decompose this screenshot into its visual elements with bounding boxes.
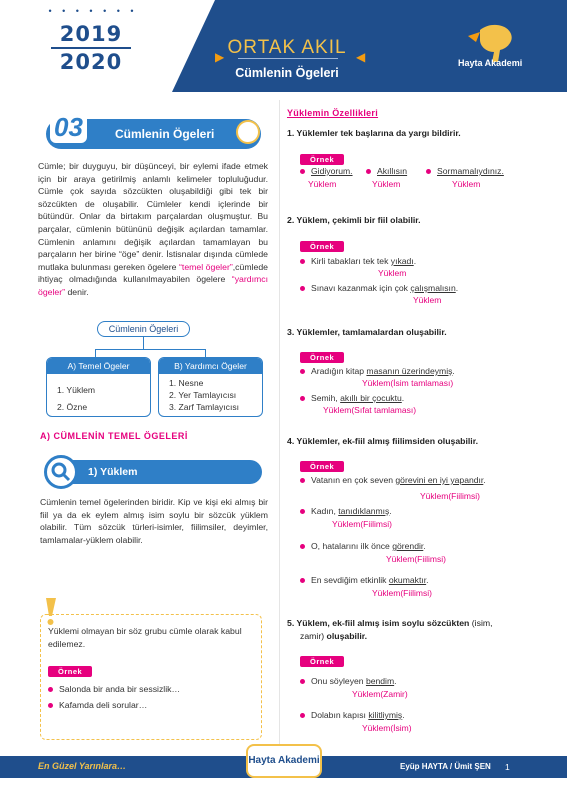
intro-highlight-temel: “temel ögeler” <box>179 261 233 272</box>
example-text: Kirli tabakları tek tek <box>311 256 391 266</box>
list-item: 3. Zarf Tamlayıcısı <box>169 402 240 412</box>
section-number: 03 <box>50 112 87 143</box>
intro-paragraph <box>38 160 268 299</box>
example-text: Kafamda deli sorular… <box>59 700 148 710</box>
yuklem-label: Yüklem <box>308 179 337 189</box>
tree-connector <box>95 349 205 350</box>
ornek-badge <box>300 456 344 474</box>
example-underlined: görevini en iyi yapandır <box>395 475 484 485</box>
example-text: Dolabın kapısı <box>311 710 369 720</box>
example-text: . <box>389 506 392 516</box>
example-4a <box>300 475 486 485</box>
rule-text: 5. Yüklem, ek-fiil almış isim soylu sözcükten <box>287 618 470 628</box>
example-underlined: görendir <box>392 541 424 551</box>
arrow-right-icon: ▶ <box>215 50 225 64</box>
example-text: Sormamalıydınız. <box>437 166 504 176</box>
bullet-icon <box>300 679 305 684</box>
rule-4: 4. Yüklemler, ek-fiil almış fiilimsiden oluşabilir. <box>287 436 479 446</box>
example-underlined: okumaktır <box>388 575 427 585</box>
page-number: 1 <box>505 762 510 772</box>
bullet-icon <box>300 286 305 291</box>
yuklem-label: Yüklem <box>413 295 442 305</box>
ornek-badge <box>300 149 344 167</box>
example-text: Akıllısın <box>377 166 408 176</box>
ornek-badge <box>48 661 92 679</box>
list-item <box>48 684 180 694</box>
list-item: 1. Nesne <box>169 378 204 388</box>
footer-authors: Eyüp HAYTA / Ümit ŞEN <box>400 762 491 771</box>
example-text: Onu söyleyen <box>311 676 366 686</box>
example-2b <box>300 283 458 293</box>
right-heading: Yüklemin Özellikleri <box>287 108 379 118</box>
tree-connector <box>205 349 206 357</box>
rule-5 <box>287 618 493 628</box>
ornek-label: Örnek <box>300 461 344 472</box>
yuklem-label: Yüklem(Fiilimsi) <box>372 588 432 598</box>
arrow-left-icon: ◀ <box>356 50 366 64</box>
yuklem-label: Yüklem(Fiilimsi) <box>332 519 392 529</box>
bullet-icon <box>48 687 53 692</box>
magnifier-glyph <box>47 458 75 486</box>
bullet-icon <box>300 478 305 483</box>
header-divider <box>238 58 338 59</box>
example-1b <box>366 166 407 176</box>
header-subtitle: Cümlenin Ögeleri <box>235 66 339 80</box>
list-item <box>48 700 147 710</box>
example-text: Semih, <box>311 393 341 403</box>
example-4c <box>300 541 426 551</box>
column-divider <box>279 100 280 750</box>
ornek-label: Örnek <box>300 241 344 252</box>
intro-text-mid: ,cümlede ihtiyaç olmadığında kullanılmayabilen ögelere <box>38 261 268 285</box>
example-text: . <box>402 710 405 720</box>
example-text: . <box>426 575 429 585</box>
footer-logo: Hayta Akademi <box>246 744 322 778</box>
example-text: En sevdiğim etkinlik <box>311 575 389 585</box>
ornek-label: Örnek <box>300 154 344 165</box>
bullet-icon <box>300 713 305 718</box>
example-3a <box>300 366 455 376</box>
yuklem-paragraph: Cümlenin temel ögelerinden biridir. Kip ve kişi eki almış bir fiil ya da ek eylem almış isim soylu bir sözcük yüklem olabilir. Tüm sözcük türleri-isimler, fiilimsiler, deyimler, tamlamalar-yüklem olabilir. <box>40 497 268 545</box>
footer-slogan: En Güzel Yarınlara… <box>38 761 127 771</box>
example-text: Salonda bir anda bir sessizlik… <box>59 684 181 694</box>
example-4b <box>300 506 392 516</box>
decorative-dots: • • • • • • • <box>48 6 138 16</box>
ornek-badge <box>300 236 344 254</box>
example-text: . <box>413 256 417 266</box>
example-text: Gidiyorum. <box>311 166 353 176</box>
yardimci-ogeler-box <box>158 357 263 417</box>
rule-2: 2. Yüklem, çekimli bir fiil olabilir. <box>287 215 421 225</box>
bullet-icon <box>426 169 431 174</box>
logo-text: Hayta Akademi <box>458 58 523 68</box>
bullet-icon <box>300 396 305 401</box>
yuklem-title: 1) Yüklem <box>88 466 138 478</box>
tree-connector <box>95 349 96 357</box>
brain-icon <box>236 120 260 144</box>
example-underlined: masanın üzerindeymiş <box>366 366 453 376</box>
ornek-badge <box>300 651 344 669</box>
section-title: Cümlenin Ögeleri <box>115 127 215 141</box>
rule-3: 3. Yüklemler, tamlamalardan oluşabilir. <box>287 327 447 337</box>
example-underlined: yıkadı <box>390 256 414 266</box>
list-item: 2. Özne <box>57 402 88 412</box>
rule-1: 1. Yüklemler tek başlarına da yargı bildirir. <box>287 128 461 138</box>
rule-text: oluşabilir. <box>326 631 368 641</box>
yuklem-label: Yüklem(Fiilimsi) <box>420 491 480 501</box>
example-4d <box>300 575 429 585</box>
yuklem-label: Yüklem <box>378 268 407 278</box>
bullet-icon <box>300 369 305 374</box>
yuklem-label: Yüklem <box>372 179 401 189</box>
tree-connector <box>143 337 144 349</box>
example-underlined: çalışmalısın <box>410 283 456 293</box>
bullet-icon <box>300 259 305 264</box>
school-year <box>45 22 137 74</box>
list-item: 2. Yer Tamlayıcısı <box>169 390 237 400</box>
yuklem-label: Yüklem(Sıfat tamlaması) <box>323 405 417 415</box>
ornek-label: Örnek <box>48 666 92 677</box>
example-2a <box>300 256 416 266</box>
bullet-icon <box>300 578 305 583</box>
page-header <box>0 0 567 92</box>
yuklem-title-bar <box>48 460 262 484</box>
rule-text: zamir) <box>300 631 327 641</box>
bullet-icon <box>300 544 305 549</box>
ornek-label: Örnek <box>300 352 344 363</box>
ornek-badge <box>300 347 344 365</box>
temel-ogeler-box <box>46 357 151 417</box>
example-text: . <box>452 366 455 376</box>
intro-highlight-yardimci: “yardımcı ögeler” <box>38 274 268 297</box>
intro-text: Cümle; bir duyguyu, bir düşünceyi, bir eylemi ifade etmek için bir araya getirilmiş anlamlı kelimeler topluluğudur. Cümle çok sayıda sözcükten oluşabildiği gibi tek bir sözcükten de oluşabilir. Cümleler kendi içlerinde bir bütündür. Onlar da birtakım parçalardan oluşmuştur. Bu parçalar, cümlenin bütününü değişik açılardan tamamlar. Cümlenin anlamını değişik açılardan tamamlayan bu parçaların her birine “öge” denir. İstisnalar dışında cümlede mutlaka bulunması gereken ögelere <box>38 161 268 272</box>
yuklem-label: Yüklem(Fiilimsi) <box>386 554 446 564</box>
exclamation-icon <box>40 596 62 626</box>
example-text: . <box>401 393 405 403</box>
tree-root: Cümlenin Ögeleri <box>97 321 190 337</box>
example-text: O, hatalarını ilk önce <box>311 541 393 551</box>
yuklem-label: Yüklem(Zamir) <box>352 689 408 699</box>
year-bottom: 2020 <box>59 50 123 74</box>
part-a-heading: A) CÜMLENİN TEMEL ÖGELERİ <box>40 431 188 441</box>
example-text: . <box>483 475 486 485</box>
year-top: 2019 <box>59 22 123 46</box>
bullet-icon <box>300 169 305 174</box>
example-underlined: bendim <box>365 676 395 686</box>
example-text: . <box>423 541 426 551</box>
example-text: Aradığın kitap <box>311 366 367 376</box>
example-text: Vatanın en çok seven <box>311 475 396 485</box>
year-divider <box>51 47 131 49</box>
example-text: Kadın, <box>311 506 339 516</box>
rule-text: (isim, <box>469 618 493 628</box>
example-1c <box>426 166 504 176</box>
bullet-icon <box>48 703 53 708</box>
example-5b <box>300 710 405 720</box>
example-text: . <box>455 283 459 293</box>
yuklem-label: Yüklem <box>452 179 481 189</box>
example-underlined: tanıdıklanmış <box>338 506 390 516</box>
note-text: Yüklemi olmayan bir söz grubu cümle olarak kabul edilemez. <box>48 626 242 649</box>
rule-5-cont <box>300 631 367 641</box>
magnifier-icon <box>44 455 78 489</box>
ornek-label: Örnek <box>300 656 344 667</box>
yuklem-label: Yüklem(İsim tamlaması) <box>362 378 454 388</box>
example-text: . <box>394 676 397 686</box>
example-5a <box>300 676 397 686</box>
yuklem-label: Yüklem(İsim) <box>362 723 412 733</box>
list-item: 1. Yüklem <box>57 385 96 395</box>
example-underlined: akıllı bir çocuktu <box>340 393 402 403</box>
temel-ogeler-title: A) Temel Ögeler <box>47 358 150 374</box>
bullet-icon <box>300 509 305 514</box>
example-text: Sınavı kazanmak için çok <box>311 283 411 293</box>
yardimci-ogeler-title: B) Yardımcı Ögeler <box>159 358 262 374</box>
example-1a <box>300 166 353 176</box>
example-3b <box>300 393 404 403</box>
example-underlined: kilitliymiş <box>368 710 403 720</box>
intro-text-end: denir. <box>65 286 89 297</box>
header-title: ORTAK AKIL <box>227 37 347 58</box>
bullet-icon <box>366 169 371 174</box>
